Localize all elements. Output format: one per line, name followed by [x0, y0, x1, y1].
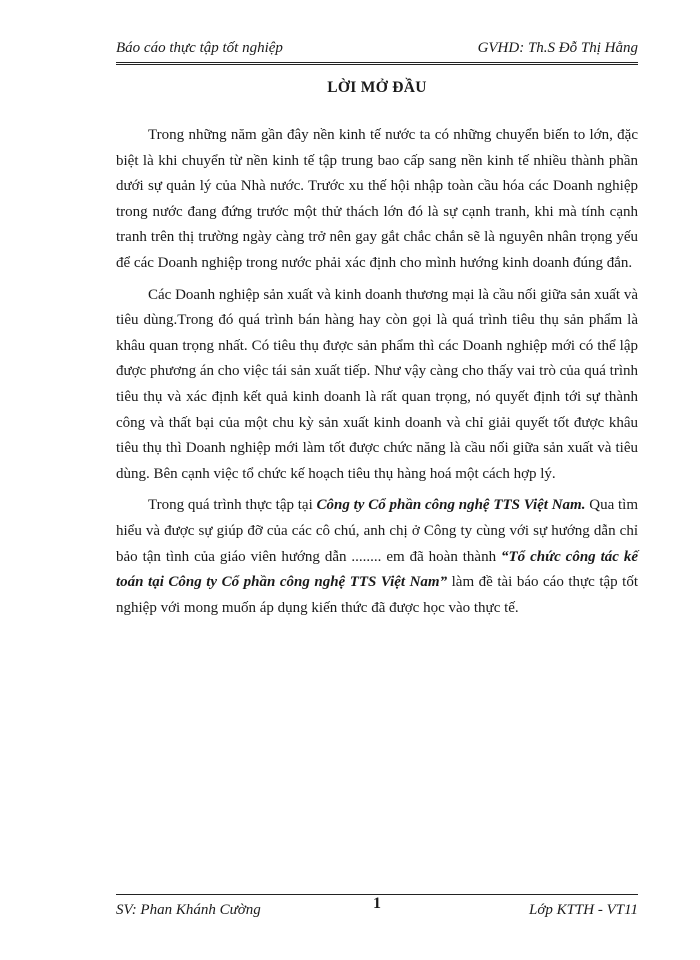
- paragraph-3-text-2: Qua tìm hiểu và được sự giúp đỡ của các cô chú, anh chị ở Công ty cùng với sự hướng dẫn chỉ bảo tận tình của giáo viên hướng dẫn ........ em đã hoàn thành: [116, 497, 638, 565]
- footer-student-name: SV: Phan Khánh Cường: [116, 902, 261, 918]
- paragraph-3-text-3: làm đề tài báo cáo thực tập tốt nghiệp với mong muốn áp dụng kiến thức đã được học vào thực tế.: [116, 574, 639, 616]
- page-footer: [116, 895, 638, 922]
- paragraph-3: [116, 493, 638, 621]
- paragraph-2: Các Doanh nghiệp sản xuất và kinh doanh thương mại là cầu nối giữa sản xuất và tiêu dùng.Trong đó quá trình bán hàng hay còn gọi là quá trình tiêu thụ sản phẩm là khâu quan trọng nhất. Có tiêu thụ được sản phẩm thì các Doanh nghiệp mới có thể lập được phương án cho việc tái sản xuất tiếp. Như vậy càng cho thấy vai trò của quá trình tiêu thụ và xác định kết quả kinh doanh là rất quan trọng, nó quyết định tới sự thành công và thất bại của một chu kỳ sản xuất kinh doanh và chỉ giải quyết tốt được khâu tiêu thụ thì Doanh nghiệp mới làm tốt được chức năng là cầu nối giữa sản xuất và tiêu dùng. Bên cạnh việc tổ chức kế hoạch tiêu thụ hàng hoá một cách hợp lý.: [116, 286, 638, 482]
- footer-class: Lớp KTTH - VT11: [528, 902, 638, 918]
- header-supervisor: GVHD: Th.S Đỗ Thị Hằng: [477, 40, 638, 56]
- paragraph-1: Trong những năm gần đây nền kinh tế nước ta có những chuyển biến to lớn, đặc biệt là khi chuyển từ nền kinh tế tập trung bao cấp sang nền kinh tế nhiều thành phần dưới sự quản lý của Nhà nước. Trước xu thế hội nhập toàn cầu hóa các Doanh nghiệp trong nước đang đứng trước một thử thách lớn đó là sự cạnh tranh, khi mà tính cạnh tranh trên thị trường ngày càng trở nên gay gắt chắc chắn sẽ là nguyên nhân trọng yếu để các Doanh nghiệp trong nước phải xác định cho mình hướng kinh doanh đúng đắn.: [116, 127, 638, 271]
- header-report-title: Báo cáo thực tập tốt nghiệp: [116, 40, 283, 56]
- company-name: Công ty Cổ phần công nghệ TTS Việt Nam.: [316, 497, 586, 514]
- page-number: 1: [373, 895, 381, 912]
- document-body: [116, 123, 638, 627]
- report-topic: “Tổ chức công tác kế toán tại Công ty Cổ phần công nghệ TTS Việt Nam”: [116, 548, 638, 591]
- page-header: [116, 38, 638, 65]
- section-title: LỜI MỞ ĐẦU: [327, 79, 427, 96]
- paragraph-3-text-1: Trong quá trình thực tập tại: [148, 497, 317, 514]
